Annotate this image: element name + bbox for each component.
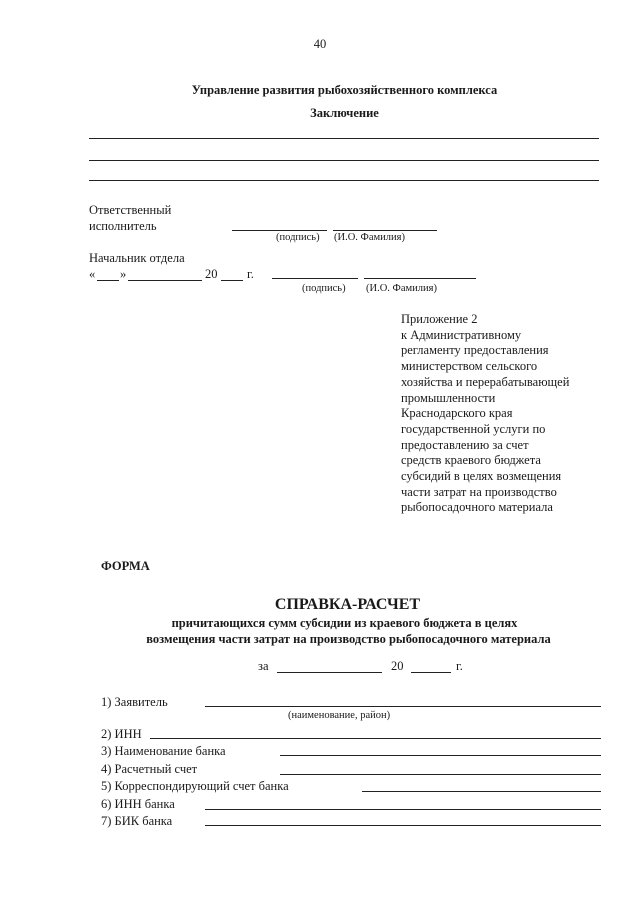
executor-label-2: исполнитель (89, 219, 157, 233)
form-label: ФОРМА (101, 559, 150, 573)
conclusion-title: Заключение (310, 106, 379, 120)
page-number: 40 (313, 37, 327, 51)
period-year-prefix: 20 (391, 659, 404, 673)
appendix-line: рыбопосадочного материала (401, 500, 553, 515)
executor-signature-line (232, 230, 327, 231)
appendix-line: Приложение 2 (401, 312, 478, 326)
appendix-line: к Административному (401, 327, 522, 342)
conclusion-line-1 (89, 138, 599, 139)
field-account-label: 4) Расчетный счет (101, 762, 198, 776)
date-day-line (97, 280, 119, 281)
field-corr-account-label: 5) Корреспондирующий счет банка (101, 779, 289, 793)
executor-label-1: Ответственный (89, 203, 172, 217)
appendix-line: министерством сельского (401, 359, 538, 374)
field-corr-account-line[interactable] (362, 791, 601, 792)
conclusion-line-3 (89, 180, 599, 181)
period-year-suffix: г. (456, 659, 463, 673)
head-name-line (364, 278, 476, 279)
appendix-line: средств краевого бюджета (401, 453, 541, 468)
field-bank-inn-line[interactable] (205, 809, 601, 810)
appendix-line: государственной услуги по (401, 421, 546, 436)
head-name-caption: (И.О. Фамилия) (366, 283, 437, 294)
org-title: Управление развития рыбохозяйственного комплекса (191, 83, 498, 97)
field-inn-line[interactable] (150, 738, 601, 739)
appendix-line: регламенту предоставления (401, 343, 549, 358)
field-account-line[interactable] (280, 774, 601, 775)
appendix-line: хозяйства и перерабатывающей (401, 374, 570, 389)
executor-name-line (333, 230, 437, 231)
form-subtitle-1: причитающихся сумм субсидии из краевого бюджета в целях (171, 616, 518, 630)
executor-name-caption: (И.О. Фамилия) (334, 232, 405, 243)
date-year-prefix: 20 (205, 267, 218, 281)
head-signature-caption: (подпись) (302, 283, 346, 294)
executor-signature-caption: (подпись) (276, 232, 320, 243)
field-applicant-label: 1) Заявитель (101, 695, 168, 709)
field-bank-name-line[interactable] (280, 755, 601, 756)
applicant-caption: (наименование, район) (288, 710, 391, 721)
date-open-quote: « (89, 267, 96, 281)
field-bik-line[interactable] (205, 825, 601, 826)
period-month-line (277, 672, 382, 673)
date-year-suffix: г. (247, 267, 254, 281)
field-inn-label: 2) ИНН (101, 727, 142, 741)
head-signature-line (272, 278, 358, 279)
appendix-line: предоставлению за счет (401, 437, 529, 452)
date-year-line (221, 280, 243, 281)
field-bank-name-label: 3) Наименование банка (101, 744, 226, 758)
period-prefix: за (258, 659, 269, 673)
date-close-quote: » (120, 267, 127, 281)
form-title: СПРАВКА-РАСЧЕТ (274, 596, 421, 613)
field-bik-label: 7) БИК банка (101, 814, 173, 828)
appendix-line: субсидий в целях возмещения (401, 469, 562, 484)
head-label: Начальник отдела (89, 251, 185, 265)
appendix-block (401, 312, 569, 516)
field-applicant-line[interactable] (205, 706, 601, 707)
appendix-line: части затрат на производство (401, 484, 557, 499)
field-bank-inn-label: 6) ИНН банка (101, 797, 175, 811)
conclusion-line-2 (89, 160, 599, 161)
form-subtitle-2: возмещения части затрат на производство рыбопосадочного материала (146, 632, 551, 646)
period-year-line (411, 672, 451, 673)
appendix-line: промышленности (401, 390, 496, 405)
date-month-line (128, 280, 202, 281)
appendix-line: Краснодарского края (401, 406, 513, 421)
